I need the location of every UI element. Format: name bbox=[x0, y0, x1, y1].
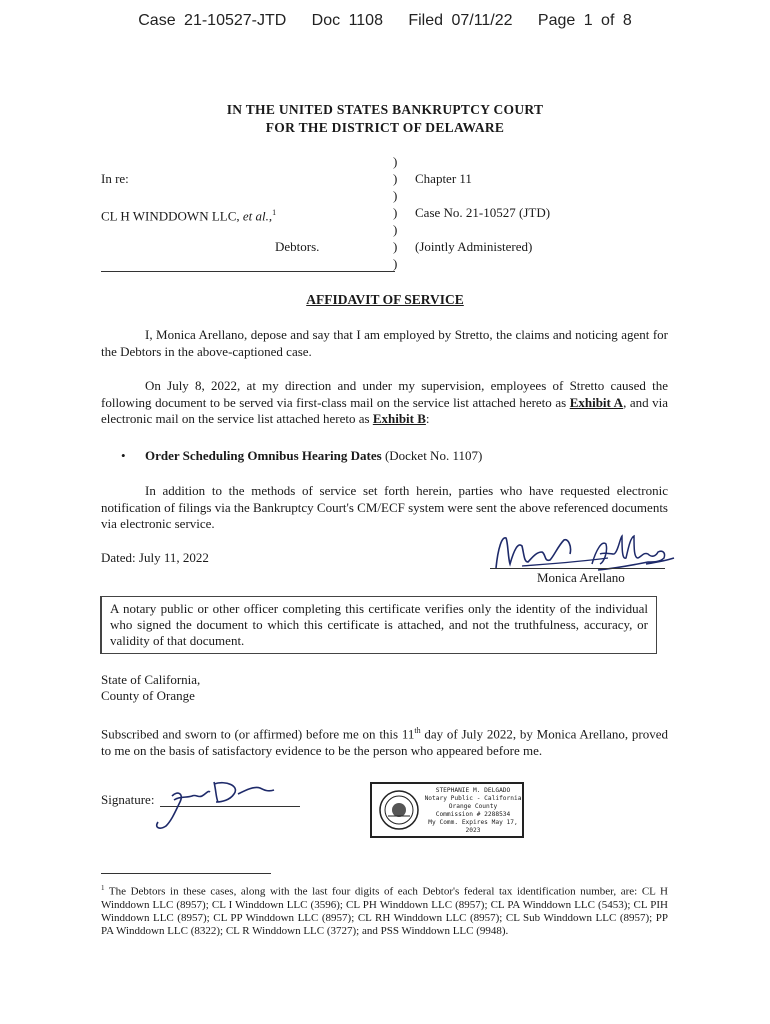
et-al: et al., bbox=[242, 208, 273, 224]
footnote-separator bbox=[101, 873, 271, 874]
signature-label: Signature: bbox=[101, 792, 155, 807]
seal-county: Orange County bbox=[448, 803, 498, 810]
in-re-label: In re: bbox=[101, 171, 129, 186]
court-name-line2: FOR THE DISTRICT OF DELAWARE bbox=[265, 120, 505, 135]
notary-seal bbox=[370, 782, 524, 838]
state-seal-icon bbox=[378, 789, 420, 831]
debtors-label: Debtors. bbox=[275, 239, 320, 254]
jointly-administered: (Jointly Administered) bbox=[415, 239, 533, 254]
seal-commission: Commission # 2288534 bbox=[435, 811, 511, 818]
bullet-item bbox=[145, 448, 482, 465]
debtor-caption bbox=[101, 205, 276, 225]
signature-rule bbox=[490, 568, 665, 569]
dated-line: Dated: July 11, 2022 bbox=[101, 550, 209, 565]
paragraph-ecf: In addition to the methods of service set forth herein, parties who have requested electronic notification of filings via the Bankruptcy Court's CM/ECF system were sent the above referenced documents via electronic service. bbox=[101, 483, 668, 531]
served-document-docket: (Docket No. 1107) bbox=[384, 448, 483, 463]
notary-notice-text: A notary public or other officer completing this certificate verifies only the identity of the individual who signed the document to which this certificate is attached, and not the truthfulness, accuracy, or validity of that document. bbox=[110, 601, 648, 648]
exhibit-b: Exhibit B bbox=[372, 411, 426, 426]
service-text-start: On July 8, 2022, at my direction and under my supervision, employees of Stretto caused the following document to be served via first-class mail on the service list attached hereto as bbox=[101, 378, 668, 410]
notary-signature bbox=[150, 776, 290, 836]
caption-paren-column: ) ) ) ) ) ) ) bbox=[393, 154, 398, 271]
court-name-line1: IN THE UNITED STATES BANKRUPTCY COURT bbox=[226, 102, 544, 117]
header-case: Case 21-10527-JTD bbox=[138, 12, 287, 29]
service-text-end: : bbox=[425, 411, 430, 426]
seal-notary-name: STEPHANIE M. DELGADO bbox=[435, 787, 511, 794]
seal-expiration: My Comm. Expires May 17, 2023 bbox=[428, 819, 518, 834]
header-filed: Filed 07/11/22 bbox=[408, 12, 513, 29]
case-number: Case No. 21-10527 (JTD) bbox=[415, 205, 551, 220]
jurat-paragraph bbox=[101, 723, 668, 759]
seal-text bbox=[424, 787, 522, 835]
paragraph-service bbox=[101, 378, 668, 428]
document-title: AFFIDAVIT OF SERVICE bbox=[306, 292, 464, 307]
notary-notice-box bbox=[100, 596, 657, 654]
debtor-name: CL H WINDDOWN LLC, bbox=[101, 208, 240, 224]
caption-rule bbox=[101, 271, 395, 272]
header-page: Page 1 of 8 bbox=[537, 12, 632, 29]
jurat-text-end: day of July 2022, by Monica Arellano, proved to me on the basis of satisfactory evidence to be the person who appeared before me. bbox=[101, 726, 669, 758]
signer-name: Monica Arellano bbox=[537, 570, 625, 585]
county-line: County of Orange bbox=[101, 688, 195, 703]
chapter-label: Chapter 11 bbox=[415, 171, 472, 186]
footnote bbox=[101, 882, 668, 938]
ecf-header bbox=[0, 12, 770, 30]
footnote-mark: 1 bbox=[101, 884, 105, 892]
jurat-ordinal: th bbox=[414, 726, 421, 735]
seal-notary-title: Notary Public - California bbox=[424, 795, 522, 802]
service-text-mid: , and via electronic mail on the service list attached hereto as bbox=[101, 394, 669, 426]
bullet-dot: • bbox=[121, 448, 126, 463]
footnote-text: The Debtors in these cases, along with the last four digits of each Debtor's federal tax identification number, are: CL H Winddown LLC (8957); CL I Winddown LLC (3596); CL PH Winddown LLC (8957); CL PA Winddown LLC (5453); CL PIH Winddown LLC (8957); CL PP Winddown LLC (8957); CL RH Winddown LLC (8957); CL Sub Winddown LLC (8957); PP PA Winddown LLC (8322); CL R Winddown LLC (3727); and PSS Winddown LLC (9948). bbox=[101, 885, 668, 937]
paragraph-employment: I, Monica Arellano, depose and say that I am employed by Stretto, the claims and noticing agent for the Debtors in the above-captioned case. bbox=[101, 327, 668, 359]
served-document-title: Order Scheduling Omnibus Hearing Dates bbox=[145, 448, 382, 463]
footnote-ref: 1 bbox=[272, 208, 277, 217]
jurat-text-start: Subscribed and sworn to (or affirmed) before me on this 11 bbox=[101, 726, 415, 742]
header-doc: Doc 1108 bbox=[311, 12, 383, 29]
exhibit-a: Exhibit A bbox=[569, 394, 624, 410]
state-line: State of California, bbox=[101, 672, 201, 687]
